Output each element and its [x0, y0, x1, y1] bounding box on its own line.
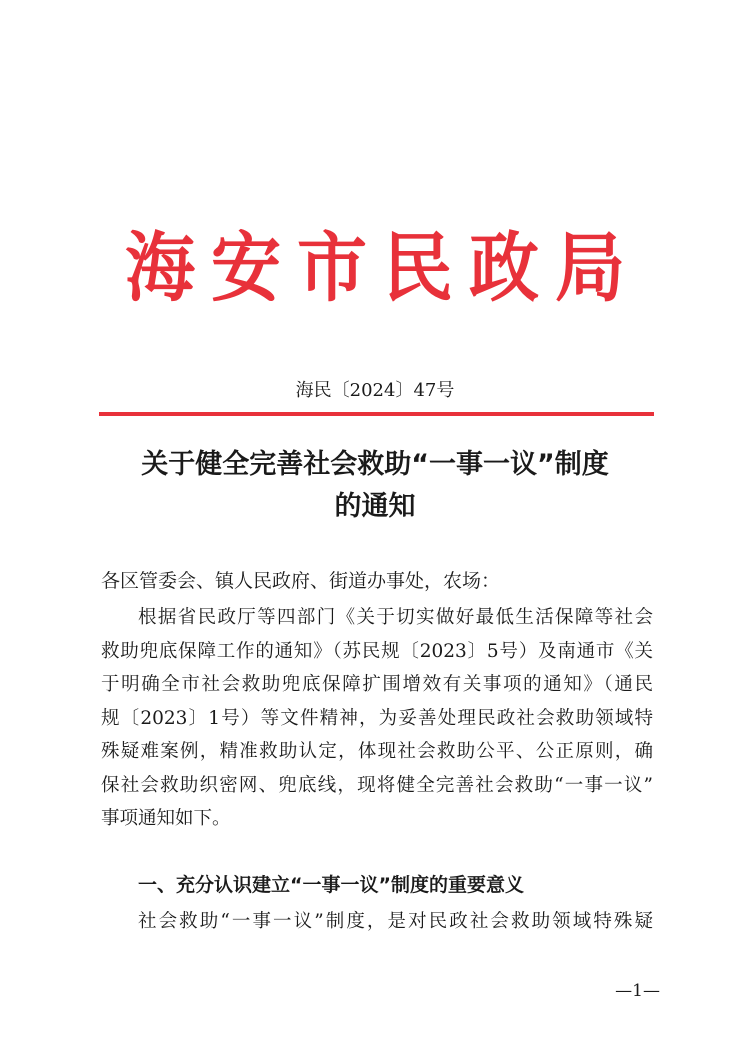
body-line: 事项通知如下。 [101, 808, 231, 829]
addressee-line: 各区管委会、镇人民政府、街道办事处，农场： [101, 570, 501, 592]
notice-title [0, 444, 750, 528]
body-line: 救助兜底保障工作的通知》（苏民规〔2023〕5号）及南通市《关 [101, 640, 653, 662]
masthead-title: 海安市民政局 [125, 222, 641, 313]
notice-title-line-2: 的通知 [334, 491, 416, 522]
body-line: 于明确全市社会救助兜底保障扩围增效有关事项的通知》（通民 [101, 674, 653, 695]
section-heading: 一、充分认识建立“一事一议”制度的重要意义 [138, 874, 524, 896]
document-number: 海民〔2024〕47号 [295, 380, 455, 401]
notice-title-line-1: 关于健全完善社会救助“一事一议”制度 [141, 449, 609, 480]
body-line: 根据省民政厅等四部门《关于切实做好最低生活保障等社会 [138, 607, 653, 628]
body-line: 规〔2023〕1号）等文件精神，为妥善处理民政社会救助领域特 [101, 707, 653, 729]
body-line: 保社会救助织密网、兜底线，现将健全完善社会救助“一事一议” [101, 774, 653, 796]
section-paragraph: 社会救助“一事一议”制度，是对民政社会救助领域特殊疑 [138, 911, 653, 932]
page-number: —1— [615, 981, 660, 1001]
body-paragraph [101, 601, 653, 836]
red-separator-line [99, 412, 654, 416]
body-line: 殊疑难案例，精准救助认定，体现社会救助公平、公正原则，确 [101, 741, 653, 762]
